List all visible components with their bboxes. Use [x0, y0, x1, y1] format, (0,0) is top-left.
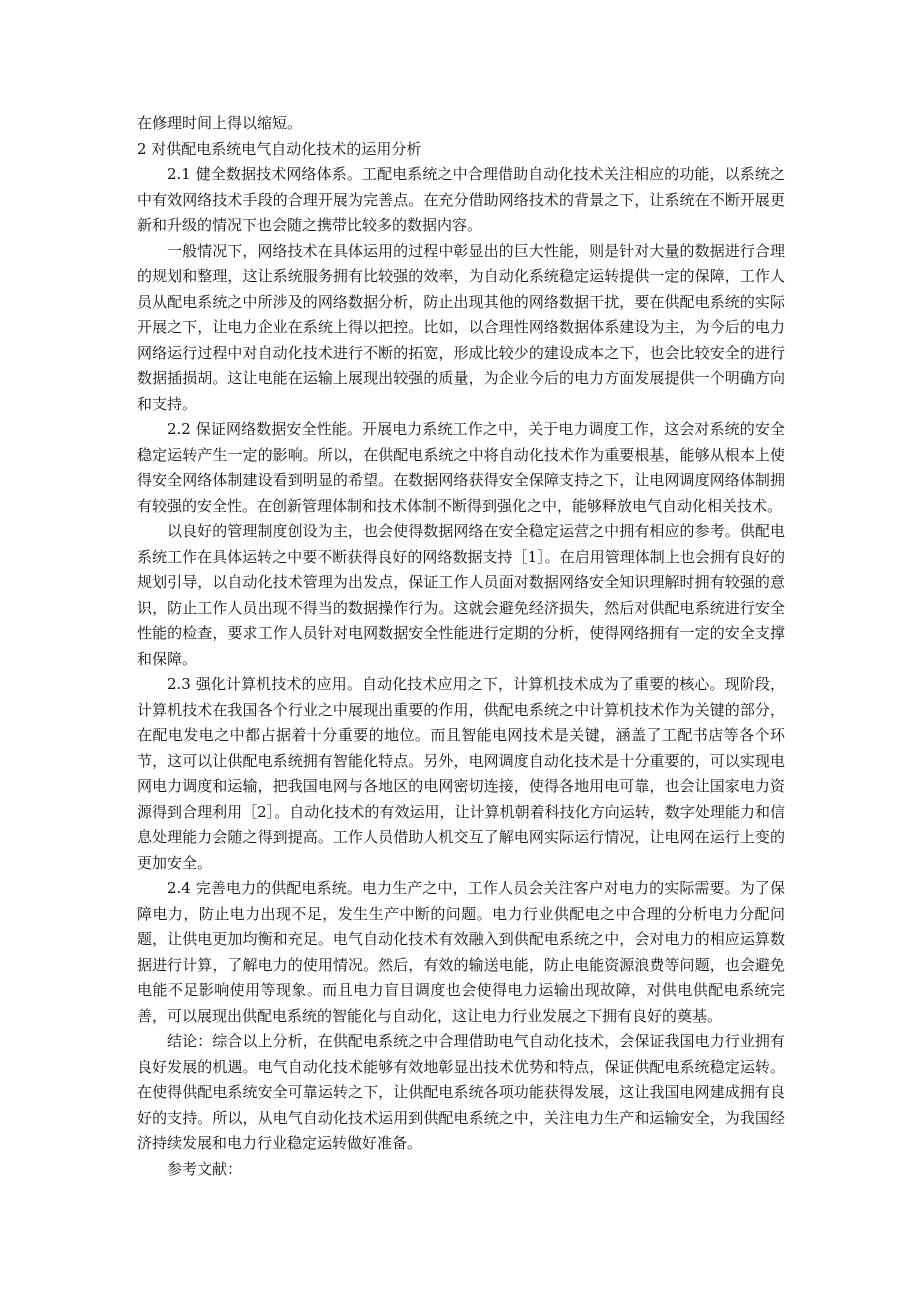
references-heading: 参考文献： — [167, 1159, 243, 1178]
paragraph-management-system: 以良好的管理制度创设为主，也会使得数据网络在安全稳定运营之中拥有相应的参考。供配电系统工作在具体运转之中要不断获得良好的网络数据支持［1］。在启用管理体制上也会拥有良好的规划引导，以自动化技术管理为出发点，保证工作人员面对数据网络安全知识理解时拥有较强的意识，防止工作人员出现不得当的数据操作行为。这就会避免经济损失，然后对供配电系统进行安全性能的检查，要求工作人员针对电网数据安全性能进行定期的分析，使得网络拥有一定的安全支撑和保障。 — [137, 522, 785, 668]
paragraph-2-1: 2.1 健全数据技术网络体系。工配电系统之中合理借助自动化技术关注相应的功能，以系统之中有效网络技术手段的合理开展为完善点。在充分借助网络技术的背景之下，让系统在不断开展更新和升级的情况下也会随之携带比较多的数据内容。 — [137, 165, 785, 234]
paragraph-2-3: 2.3 强化计算机技术的应用。自动化技术应用之下，计算机技术成为了重要的核心。现阶段，计算机技术在我国各个行业之中展现出重要的作用，供配电系统之中计算机技术作为关键的部分，在配电发电之中都占据着十分重要的地位。而且智能电网技术是关键，涵盖了工配书店等各个环节，这可以让供配电系统拥有智能化特点。另外，电网调度自动化技术是十分重要的，可以实现电网电力调度和运输，把我国电网与各地区的电网密切连接，使得各地用电可靠，也会让国家电力资源得到合理利用［2］。自动化技术的有效运用，让计算机朝着科技化方向运转，数字处理能力和信息处理能力会随之得到提高。工作人员借助人机交互了解电网实际运行情况，让电网在运行上变的更加安全。 — [137, 675, 785, 872]
paragraph-continuation: 在修理时间上得以缩短。 — [137, 114, 303, 132]
paragraph-2-4: 2.4 完善电力的供配电系统。电力生产之中，工作人员会关注客户对电力的实际需要。为了保障电力，防止电力出现不足，发生生产中断的问题。电力行业供配电之中合理的分析电力分配问题，让供电更加均衡和充足。电气自动化技术有效融入到供配电系统之中，会对电力的相应运算数据进行计算，了解电力的使用情况。然后，有效的输送电能，防止电能资源浪费等问题，也会避免电能不足影响使用等现象。而且电力盲目调度也会使得电力运输出现故障，对供电供配电系统完善，可以展现出供配电系统的智能化与自动化，这让电力行业发展之下拥有良好的奠基。 — [137, 879, 785, 1025]
paragraph-2-2: 2.2 保证网络数据安全性能。开展电力系统工作之中，关于电力调度工作，这会对系统的安全稳定运转产生一定的影响。所以，在供配电系统之中将自动化技术作为重要根基，能够从根本上使得安全网络体制建设看到明显的希望。在数据网络获得安全保障支持之下，让电网调度网络体制拥有较强的安全性。在创新管理体制和技术体制不断得到强化之中，能够释放电气自动化相关技术。 — [137, 420, 785, 515]
paragraph-network-technology: 一般情况下，网络技术在具体运用的过程中彰显出的巨大性能，则是针对大量的数据进行合理的规划和整理，这让系统服务拥有比较强的效率，为自动化系统稳定运转提供一定的保障，工作人员从配电系统之中所涉及的网络数据分析，防止出现其他的网络数据干扰，要在供配电系统的实际开展之下，让电力企业在系统上得以把控。比如，以合理性网络数据体系建设为主，为今后的电力网络运行过程中对自动化技术进行不断的拓宽，形成比较少的建设成本之下，也会比较安全的进行数据插损胡。这让电能在运输上展现出较强的质量，为企业今后的电力方面发展提供一个明确方向和支持。 — [137, 241, 785, 413]
document-body — [137, 111, 785, 1182]
paragraph-conclusion: 结论：综合以上分析，在供配电系统之中合理借助电气自动化技术，会保证我国电力行业拥有良好发展的机遇。电气自动化技术能够有效地彰显出技术优势和特点，保证供配电系统稳定运转。在使得供配电系统安全可靠运转之下，让供配电系统各项功能获得发展，这让我国电网建成拥有良好的支持。所以，从电气自动化技术运用到供配电系统之中，关注电力生产和运输安全，为我国经济持续发展和电力行业稳定运转做好准备。 — [137, 1032, 785, 1152]
section-heading: 2 对供配电系统电气自动化技术的运用分析 — [137, 139, 422, 158]
